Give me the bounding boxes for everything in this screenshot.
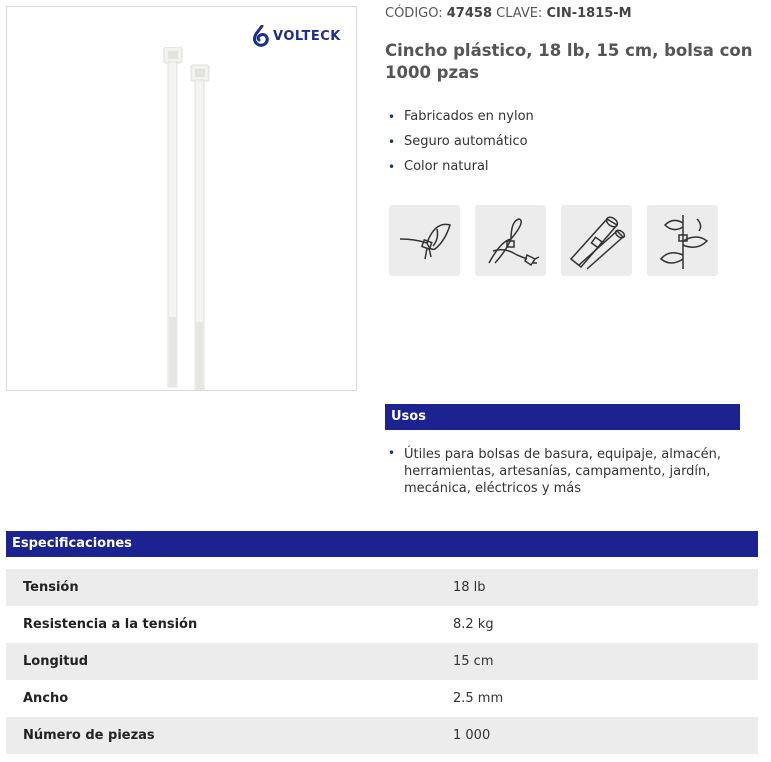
brand-name: VOLTECK bbox=[273, 28, 341, 44]
bullet-icon: • bbox=[388, 135, 396, 149]
usage-icons bbox=[389, 205, 718, 276]
bullet-icon: • bbox=[388, 160, 396, 174]
cable-ties-photo bbox=[157, 47, 217, 392]
code-value: 47458 bbox=[446, 6, 492, 21]
spec-row: Tensión 18 lb bbox=[6, 569, 758, 606]
clave-value: CIN-1815-M bbox=[546, 6, 632, 21]
code-label: CÓDIGO: bbox=[385, 6, 443, 21]
volteck-mark-icon bbox=[252, 25, 270, 47]
product-code-line bbox=[385, 6, 632, 21]
spec-row: Ancho 2.5 mm bbox=[6, 680, 758, 717]
flower-bundle-icon bbox=[389, 205, 460, 276]
feature-item: • Fabricados en nylon bbox=[388, 108, 534, 133]
spec-row: Resistencia a la tensión 8.2 kg bbox=[6, 606, 758, 643]
usos-header: Usos bbox=[385, 404, 740, 430]
product-image bbox=[6, 6, 357, 391]
feature-item: • Seguro automático bbox=[388, 133, 534, 158]
specs-table bbox=[6, 569, 758, 754]
cable-plug-icon bbox=[475, 205, 546, 276]
bullet-icon: • bbox=[388, 446, 396, 460]
usos-item: • Útiles para bolsas de basura, equipaje, almacén, herramientas, artesanías, campamento, jardín, mecánica, eléctricos y más bbox=[388, 446, 721, 496]
feature-list bbox=[388, 108, 534, 183]
product-title: Cincho plástico, 18 lb, 15 cm, bolsa con 1000 pzas bbox=[385, 41, 753, 82]
spec-row: Número de piezas 1 000 bbox=[6, 717, 758, 754]
pipe-bundle-icon bbox=[561, 205, 632, 276]
brand-logo bbox=[252, 22, 341, 50]
bullet-icon: • bbox=[388, 110, 396, 124]
plant-vine-icon bbox=[647, 205, 718, 276]
feature-item: • Color natural bbox=[388, 158, 534, 183]
spec-row: Longitud 15 cm bbox=[6, 643, 758, 680]
clave-label: CLAVE: bbox=[496, 6, 543, 21]
specs-header: Especificaciones bbox=[6, 531, 758, 557]
